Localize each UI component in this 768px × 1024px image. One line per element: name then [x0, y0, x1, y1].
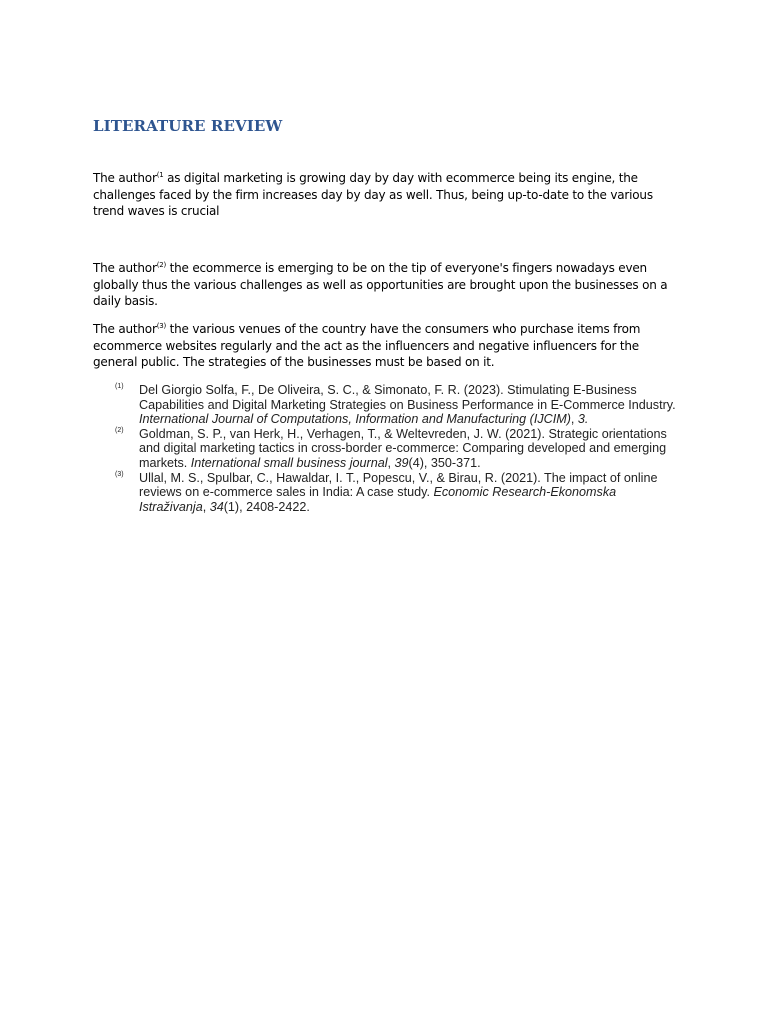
reference-journal: International Journal of Computations, Information and Manufacturing (IJCIM): [139, 412, 571, 427]
reference-volume: 34: [209, 499, 224, 514]
body-paragraph: [93, 321, 683, 371]
body-paragraph: [93, 170, 683, 220]
reference-marker: (3): [115, 470, 124, 478]
reference-tail: (1), 2408-2422.: [223, 499, 310, 514]
citation-marker: (2): [156, 261, 167, 269]
paragraph-text: as digital marketing is growing day by day with ecommerce being its engine, the challenges faced by the firm increases day by day as well. Thus, being up-to-date to the various trend waves is crucial: [93, 171, 653, 218]
reference-journal: International small business journal: [190, 455, 388, 470]
reference-item: [93, 471, 683, 515]
reference-text: Del Giorgio Solfa, F., De Oliveira, S. C., & Simonato, F. R. (2023). Stimulating E-Business Capabilities and Digital Marketing Strategies on Business Performance in E-Commerce Industry.: [139, 383, 676, 412]
section-heading: LITERATURE REVIEW: [93, 117, 283, 135]
reference-text: Goldman, S. P., van Herk, H., Verhagen, T., & Weltevreden, J. W. (2021). Strategic orientations and digital marketing tactics in cross-border e-commerce: Comparing developed and emerging markets.: [139, 426, 667, 470]
reference-separator: ,: [202, 499, 210, 514]
reference-item: [93, 427, 683, 471]
reference-separator: ,: [570, 412, 578, 427]
reference-separator: ,: [387, 455, 395, 470]
reference-volume: 3: [577, 412, 585, 427]
reference-tail: .: [584, 412, 589, 427]
reference-journal: Economic Research-Ekonomska Istraživanja: [139, 485, 617, 514]
reference-volume: 39: [394, 455, 409, 470]
citation-marker: (3): [156, 322, 167, 330]
citation-marker: (1: [156, 171, 164, 179]
paragraph-lead: The author: [93, 171, 157, 185]
reference-list: [93, 383, 683, 514]
reference-item: [93, 383, 683, 427]
body-paragraph: [93, 260, 683, 310]
reference-tail: (4), 350-371.: [408, 455, 481, 470]
reference-text: Ullal, M. S., Spulbar, C., Hawaldar, I. T., Popescu, V., & Birau, R. (2021). The impact of online reviews on e-commerce sales in India: A case study.: [139, 470, 658, 500]
reference-marker: (1): [115, 383, 124, 390]
paragraph-text: the ecommerce is emerging to be on the tip of everyone's fingers nowadays even globally thus the various challenges as well as opportunities are brought upon the businesses on a daily basis.: [93, 261, 668, 308]
reference-marker: (2): [115, 426, 124, 434]
paragraph-lead: The author: [93, 261, 157, 275]
paragraph-text: the various venues of the country have the consumers who purchase items from ecommerce websites regularly and the act as the influencers and negative influencers for the general public. The strategies of the businesses must be based on it.: [93, 322, 641, 369]
paragraph-lead: The author: [93, 322, 157, 336]
